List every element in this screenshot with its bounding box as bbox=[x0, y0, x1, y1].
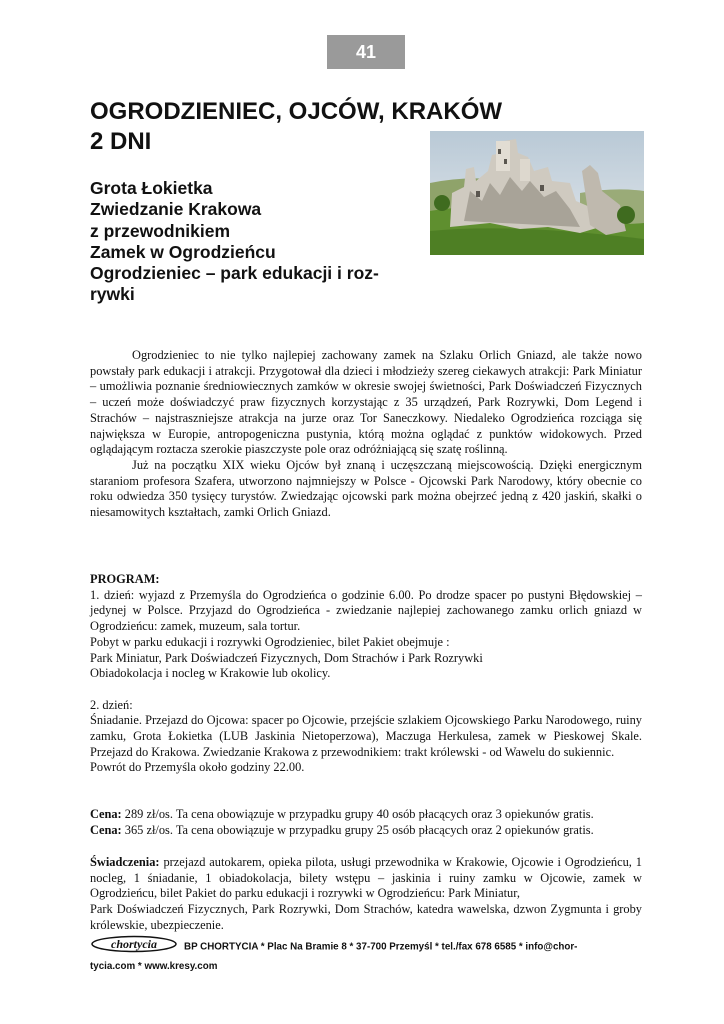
price-line bbox=[90, 823, 642, 839]
services-text: przejazd autokarem, opieka pilota, usługi przewodnika w Krakowie, Ojcowie i Ogrodzieńcu, 1 nocleg, 1 śniadanie, 1 obiadokolacja, bilety wstępu – jaskinia i ruiny zamku w Ojcowie, zamek w Ogrodzieńcu, bilet Pakiet do parku edukacji i rozrywki w Ogrodzieńcu: Park Miniatur, bbox=[90, 855, 642, 901]
prices-section bbox=[90, 807, 642, 838]
highlight-item: z przewodnikiem bbox=[90, 220, 231, 241]
price-text: 289 zł/os. Ta cena obowiązuje w przypadku grupy 40 osób płacących oraz 3 opiekunów gratis. bbox=[124, 807, 594, 821]
program-day2-heading: 2. dzień: bbox=[90, 697, 133, 712]
title-line-2: 2 DNI bbox=[90, 128, 152, 155]
program-day2-text: Śniadanie. Przejazd do Ojcowa: spacer po Ojcowie, przejście szlakiem Ojcowskiego Parku Narodowego, ruiny zamku, Grota Łokietka (LUB Jaskinia Nietoperzowa), Maczuga Herkulesa, zamek w Pieskowej Skale. Przejazd do Krakowa. Zwiedzanie Krakowa z przewodnikiem: trakt królewski - od Wawelu do sukiennic. bbox=[90, 713, 642, 759]
footer-contact-line-1: BP CHORTYCIA * Plac Na Bramie 8 * 37-700 Przemyśl * tel./fax 678 6585 * info@chor- bbox=[184, 941, 578, 953]
logo-text: chortycia bbox=[111, 937, 157, 951]
castle-photo bbox=[430, 131, 644, 255]
program-day1-text: Pobyt w parku edukacji i rozrywki Ogrodzieniec, bilet Pakiet obejmuje : bbox=[90, 634, 450, 649]
program-heading: PROGRAM: bbox=[90, 572, 160, 586]
highlights-list bbox=[90, 178, 420, 306]
intro-paragraph-1: Ogrodzieniec to nie tylko najlepiej zachowany zamek na Szlaku Orlich Gniazd, ale także nowo powstały park edukacji i atrakcji. Przygotował dla dzieci i młodzieży szereg ciekawych atrakcji: Park Miniatur – umożliwia poznanie średniowiecznych zamków w okresie swojej świetności, Park Doświadczeń Fizycznych – uczeń może doświadczyć praw fizycznych korzystając z 35 urządzeń, Park Rozrywki, Dom Legend i Strachów – najstraszniejsze atrakcja na jurze oraz Tor Saneczkowy. Niedaleko Ogrodzieńca rozciąga się największa w Europie, antropogeniczna pustynia, którą można oglądać z punktów widokowych. Przed oglądającym roztacza szerokie piaszczyste pole oraz odróżniającą się szatę roślinną. bbox=[90, 348, 642, 457]
title-line-1: OGRODZIENIEC, OJCÓW, KRAKÓW bbox=[90, 98, 503, 125]
price-line bbox=[90, 807, 642, 823]
highlight-item: rywki bbox=[90, 284, 135, 305]
footer-contact bbox=[90, 935, 650, 975]
services-text-continued: Park Doświadczeń Fizycznych, Park Rozrywki, Dom Strachów, katedra wawelska, dzwon Zygmunta i groby królewskie, ubezpieczenie. bbox=[90, 902, 642, 932]
highlight-item: Grota Łokietka bbox=[90, 178, 213, 198]
price-label: Cena: bbox=[90, 807, 122, 821]
program-day1-text: Park Miniatur, Park Doświadczeń Fizycznych, Dom Strachów i Park Rozrywki bbox=[90, 650, 483, 665]
footer-contact-line-2: tycia.com * www.kresy.com bbox=[90, 961, 218, 972]
page-number-badge: 41 bbox=[327, 35, 405, 69]
highlight-item: Zwiedzanie Krakowa bbox=[90, 199, 262, 220]
program-day2-text: Powrót do Przemyśla około godziny 22.00. bbox=[90, 760, 305, 775]
price-label: Cena: bbox=[90, 822, 122, 837]
services-label: Świadczenia: bbox=[90, 855, 160, 869]
chortycia-logo bbox=[90, 935, 178, 959]
highlight-item: Ogrodzieniec – park edukacji i roz- bbox=[90, 263, 379, 284]
services-section bbox=[90, 855, 642, 934]
program-section bbox=[90, 572, 642, 776]
price-text: 365 zł/os. Ta cena obowiązuje w przypadku grupy 25 osób płacących oraz 2 opiekunów gratis. bbox=[124, 822, 594, 837]
intro-text bbox=[90, 348, 642, 521]
program-day1-text: Obiadokolacja i nocleg w Krakowie lub okolicy. bbox=[90, 666, 331, 681]
highlight-item: Zamek w Ogrodzieńcu bbox=[90, 241, 276, 262]
intro-paragraph-2: Już na początku XIX wieku Ojców był znaną i uczęszczaną miejscowością. Dzięki energicznym staraniom profesora Szafera, utworzono najmniejszy w Polsce - Ojcowski Park Narodowy, który obecnie co roku odwiedza 350 tysięcy turystów. Zwiedzając ojcowski park można obejrzeć jedną z 420 jaskiń, skałki o niesamowitych kształtach, zamki Orlich Gniazd. bbox=[90, 457, 642, 520]
program-day1-text: 1. dzień: wyjazd z Przemyśla do Ogrodzieńca o godzinie 6.00. Po drodze spacer po pustyni Błędowskiej – jedynej w Polsce. Przyjazd do Ogrodzieńca - zwiedzanie najlepiej zachowanego zamku orlich gniazd w Ogrodzieńcu: zamek, muzeum, sala tortur. bbox=[90, 587, 642, 634]
